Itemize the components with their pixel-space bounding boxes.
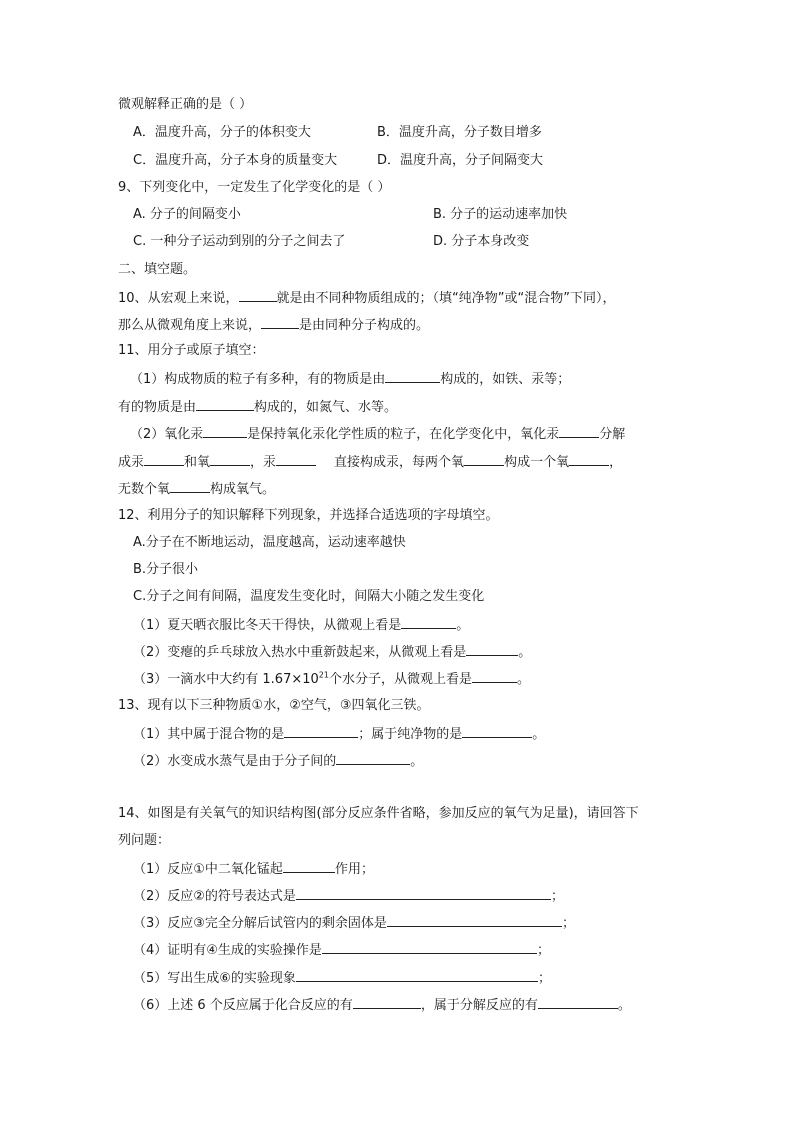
q14-sub3: （3）反应③完全分解后试管内的剩余固体是 ；	[133, 916, 575, 931]
q11-blank-8[interactable]	[464, 453, 504, 466]
q10-blank-1[interactable]	[239, 289, 277, 302]
q8-option-d: D．温度升高，分子间隔变大	[377, 153, 544, 168]
q12-option-a: A.分子在不断地运动，温度越高，运动速率越快	[133, 535, 406, 550]
q9-option-a: A. 分子的间隔变小	[133, 207, 241, 222]
q13-blank-3[interactable]	[336, 752, 410, 765]
q8-option-a: A．温度升高，分子的体积变大	[133, 125, 311, 140]
q11-blank-2[interactable]	[196, 398, 254, 411]
q11-sub1-line-2: 有的物质是由 构成的，如氮气、水等。	[118, 400, 398, 415]
q9-option-c: C. 一种分子运动到别的分子之间去了	[133, 234, 346, 249]
q12-sub2: （2）变瘪的乒乓球放入热水中重新鼓起来，从微观上看是 。	[133, 645, 532, 660]
q14-stem-line-1: 14、如图是有关氧气的知识结构图(部分反应条件省略，参加反应的氧气为足量)，请回答下	[118, 806, 639, 821]
q14-blank-3[interactable]	[387, 914, 562, 927]
q12-option-c: C.分子之间有间隔，温度发生变化时，间隔大小随之发生变化	[133, 589, 485, 604]
q14-blank-6[interactable]	[353, 996, 421, 1009]
q8-option-b: B．温度升高，分子数目增多	[377, 125, 542, 140]
q10-line-2: 那么从微观角度上来说， 是由同种分子构成的。	[118, 318, 430, 333]
q10-line-1: 10、从宏观上来说， 就是由不同种物质组成的；（填“纯净物”或“混合物”下同），	[118, 291, 616, 306]
q14-sub5: （5）写出生成⑥的实验现象 ；	[133, 971, 551, 986]
q11-stem: 11、用分子或原子填空：	[118, 343, 265, 358]
q13-blank-1[interactable]	[284, 725, 358, 738]
q11-sub2-line-3: 无数个氧 构成氧气。	[118, 482, 276, 497]
q10-blank-2[interactable]	[261, 316, 299, 329]
q12-option-b: B.分子很小	[133, 562, 199, 577]
q14-sub1: （1）反应①中二氧化锰起 作用；	[133, 862, 374, 877]
q14-blank-4[interactable]	[322, 941, 537, 954]
q11-blank-4[interactable]	[559, 425, 599, 438]
q13-sub1: （1）其中属于混合物的是 ；属于纯净物的是 。	[133, 727, 546, 742]
q14-blank-7[interactable]	[538, 996, 618, 1009]
q8-option-c: C．温度升高，分子本身的质量变大	[133, 153, 338, 168]
q14-blank-5[interactable]	[296, 969, 538, 982]
q11-blank-1[interactable]	[385, 370, 440, 383]
q8-stem-tail: 微观解释正确的是（ ）	[118, 97, 253, 112]
q11-blank-10[interactable]	[170, 480, 210, 493]
q9-stem: 9、下列变化中，一定发生了化学变化的是（ ）	[118, 180, 391, 195]
q11-blank-7[interactable]	[276, 453, 316, 466]
q13-stem: 13、现有以下三种物质①水，②空气，③四氧化三铁。	[118, 698, 430, 713]
q14-stem-line-2: 列问题：	[118, 833, 171, 848]
q11-sub2-line-2: 成汞 和氧 ，汞 直接构成汞，每两个氧 构成一个氧 ，	[118, 455, 623, 470]
q13-blank-2[interactable]	[462, 725, 532, 738]
q12-blank-2[interactable]	[466, 643, 518, 656]
q9-option-b: B. 分子的运动速率加快	[433, 207, 568, 222]
q14-blank-2[interactable]	[296, 887, 551, 900]
q14-sub2: （2）反应②的符号表达式是 ；	[133, 889, 564, 904]
q14-sub4: （4）证明有④生成的实验操作是 ；	[133, 943, 550, 958]
q9-option-d: D. 分子本身改变	[433, 234, 530, 249]
q11-blank-9[interactable]	[569, 453, 609, 466]
q13-sub2: （2）水变成水蒸气是由于分子间的 。	[133, 754, 424, 769]
q12-blank-3[interactable]	[472, 670, 517, 683]
q14-blank-1[interactable]	[283, 860, 335, 873]
q11-sub1-line-1: （1）构成物质的粒子有多种，有的物质是由 构成的，如铁、汞等；	[130, 372, 571, 387]
q11-blank-6[interactable]	[210, 453, 250, 466]
q11-blank-5[interactable]	[144, 453, 184, 466]
q11-blank-3[interactable]	[203, 425, 247, 438]
q12-blank-1[interactable]	[401, 616, 456, 629]
q14-sub6: （6）上述 6 个反应属于化合反应的有 ，属于分解反应的有 。	[133, 998, 631, 1013]
q12-sub3: （3）一滴水中大约有 $1.67\times 10^{21}$个水分子，从微观上看是 。	[133, 670, 531, 687]
q12-stem: 12、利用分子的知识解释下列现象，并选择合适选项的字母填空。	[118, 508, 499, 523]
q11-sub2-line-1: （2）氧化汞 是保持氧化汞化学性质的粒子，在化学变化中，氧化汞 分解	[130, 427, 626, 442]
section-title: 二、填空题。	[118, 262, 197, 277]
q12-sub1: （1）夏天晒衣服比冬天干得快，从微观上看是 。	[133, 618, 470, 633]
